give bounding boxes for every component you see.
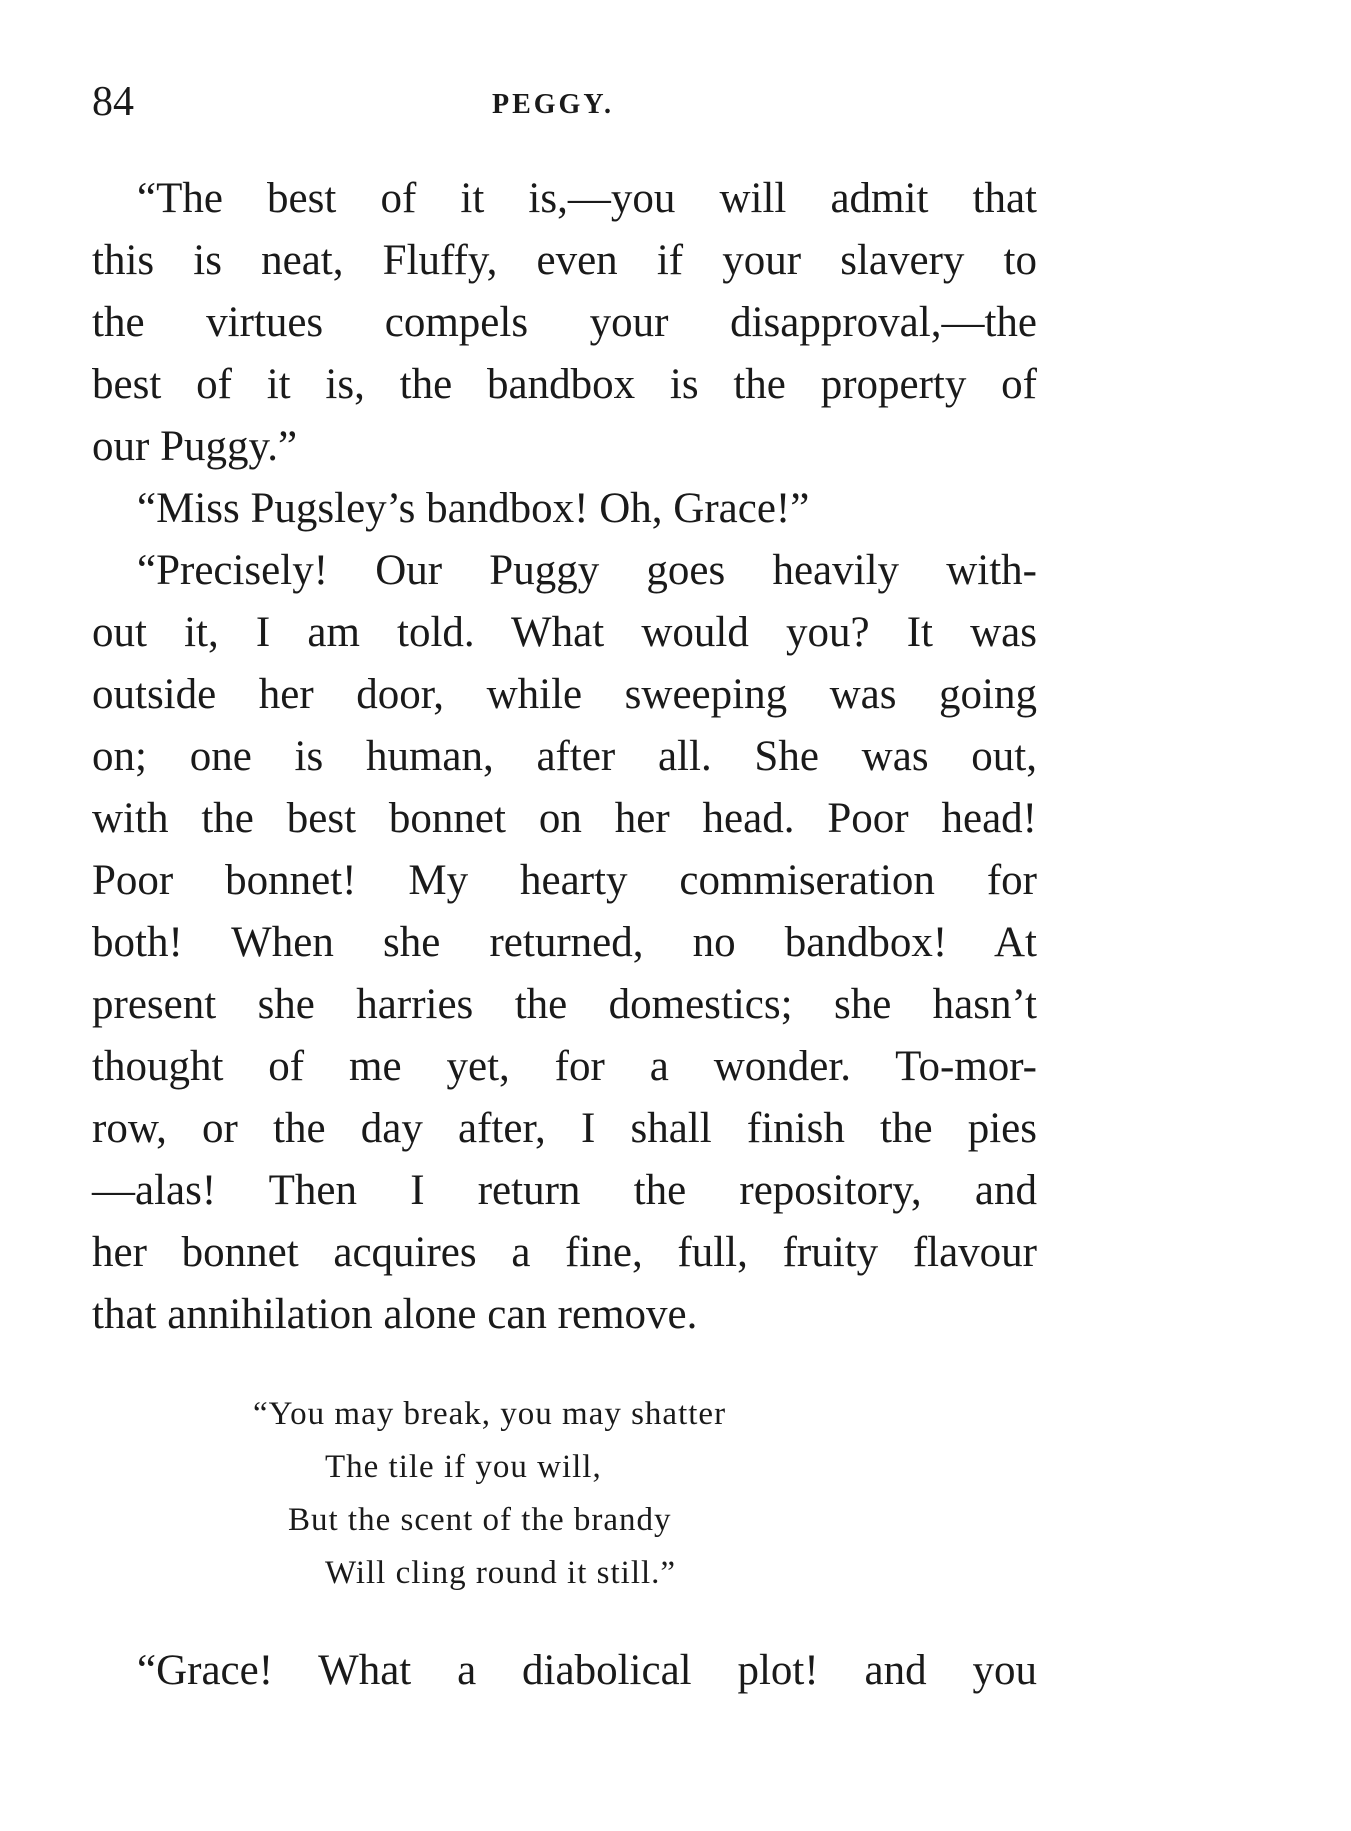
text-line: on; one is human, after all. She was out, (92, 733, 1037, 780)
text-line: present she harries the domestics; she hasn’t (92, 981, 1037, 1028)
text-line: row, or the day after, I shall finish the pies (92, 1105, 1037, 1152)
page-number: 84 (92, 79, 134, 125)
text-line: —alas! Then I return the repository, and (92, 1167, 1037, 1214)
text-line: “Miss Pugsley’s bandbox! Oh, Grace!” (137, 485, 810, 532)
verse-line: The tile if you will, (325, 1449, 602, 1485)
text-line: her bonnet acquires a fine, full, fruity flavour (92, 1229, 1037, 1276)
final-paragraph (92, 1640, 1037, 1702)
text-line: the virtues compels your disapproval,—the (92, 299, 1037, 346)
body-paragraphs (92, 168, 1037, 1346)
text-line: Poor bonnet! My hearty commiseration for (92, 857, 1037, 904)
text-line: outside her door, while sweeping was going (92, 671, 1037, 718)
text-line: out it, I am told. What would you? It was (92, 609, 1037, 656)
text-line: “The best of it is,—you will admit that (137, 175, 1037, 222)
text-line: “Precisely! Our Puggy goes heavily with- (137, 547, 1037, 594)
text-line: this is neat, Fluffy, even if your slavery to (92, 237, 1037, 284)
verse-line: But the scent of the brandy (288, 1502, 672, 1538)
page-header (92, 72, 1042, 132)
text-line: best of it is, the bandbox is the property of (92, 361, 1037, 408)
running-title: PEGGY. (492, 89, 614, 120)
verse-line: Will cling round it still.” (325, 1555, 677, 1591)
text-line: “Grace! What a diabolical plot! and you (137, 1647, 1037, 1694)
text-line: both! When she returned, no bandbox! At (92, 919, 1037, 966)
verse-quotation (253, 1388, 953, 1600)
text-line: that annihilation alone can remove. (92, 1291, 698, 1338)
verse-line: “You may break, you may shatter (253, 1396, 727, 1432)
text-line: our Puggy.” (92, 423, 298, 470)
text-line: with the best bonnet on her head. Poor head! (92, 795, 1037, 842)
text-line: thought of me yet, for a wonder. To-mor- (92, 1043, 1037, 1090)
